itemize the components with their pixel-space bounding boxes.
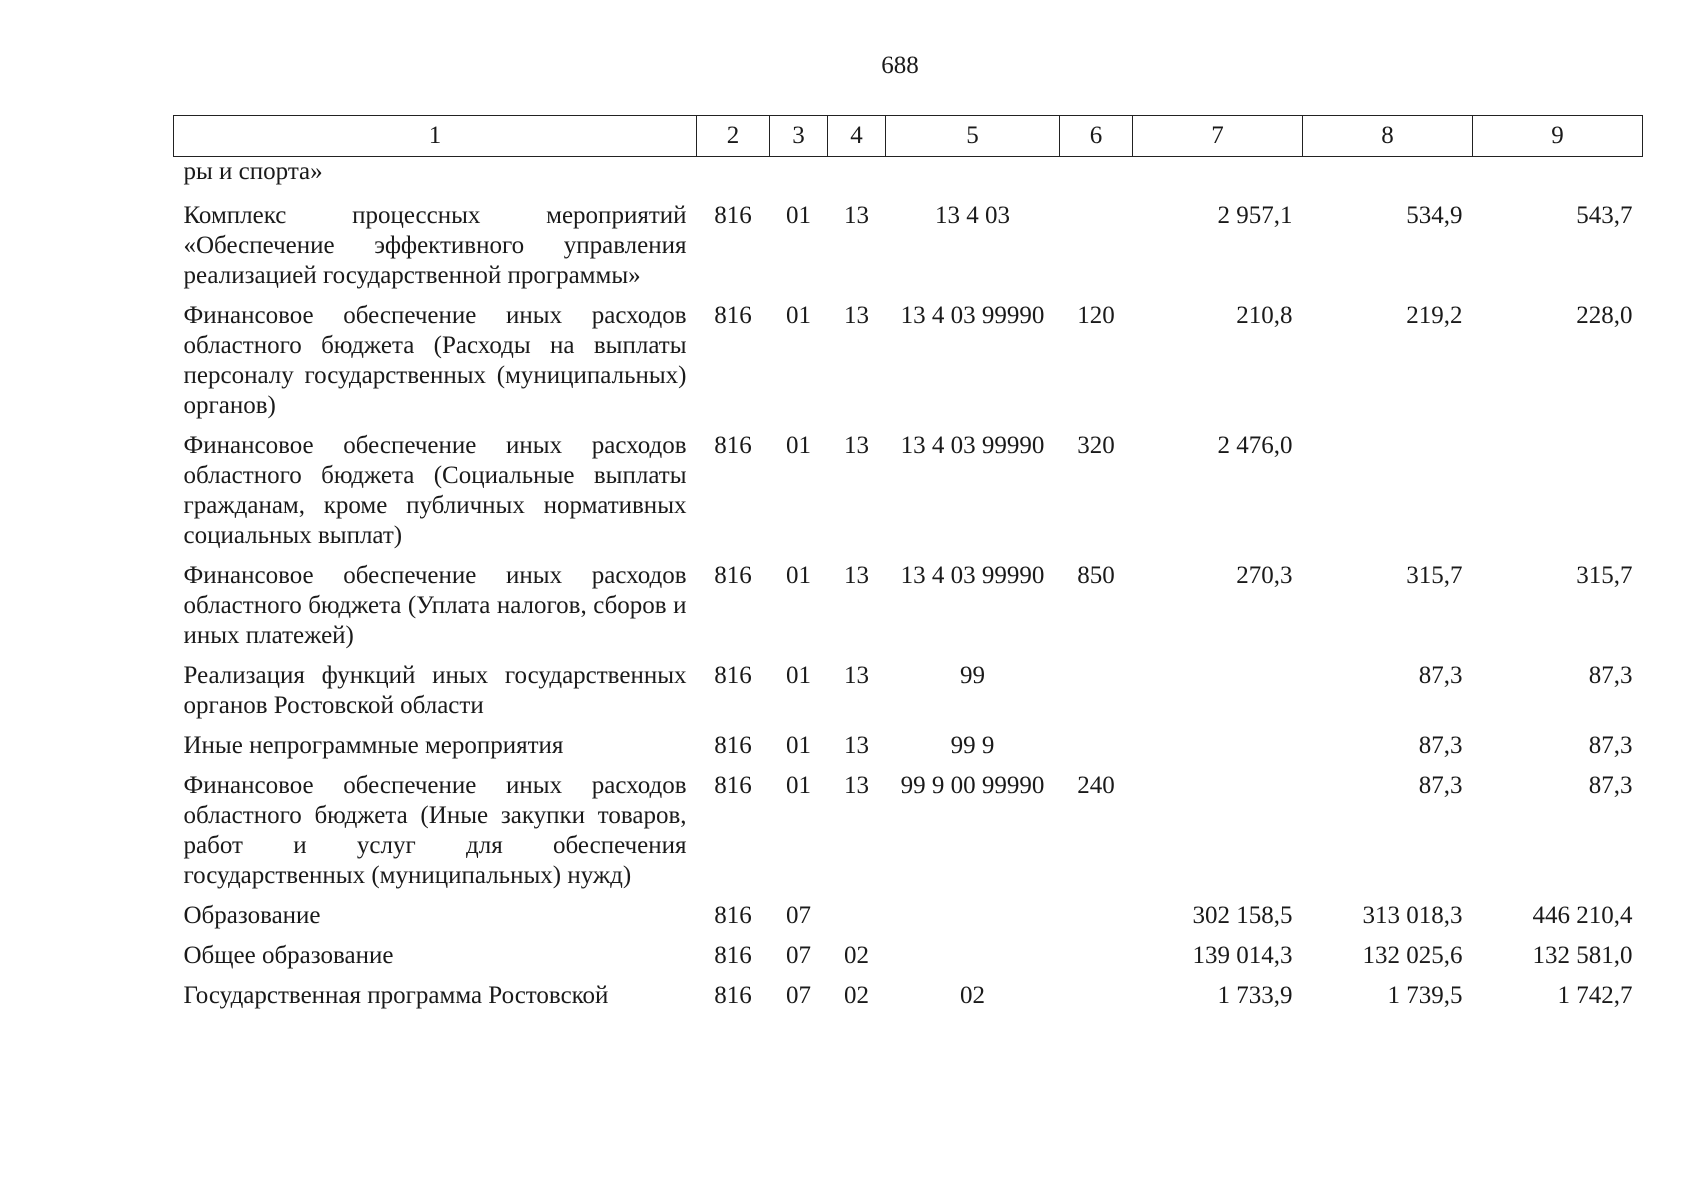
cell-ministry-code: 816 (714, 202, 752, 229)
cell-expense-type (1060, 901, 1133, 941)
cell-subsection: 13 (844, 432, 869, 459)
cell-amount-year-1: 210,8 (1236, 302, 1293, 329)
cell-section (770, 157, 828, 202)
table-row (174, 431, 1643, 561)
header-col-4: 4 (828, 116, 886, 157)
cell-ministry-code: 816 (714, 562, 752, 589)
cell-subsection: 13 (844, 562, 869, 589)
cell-amount-year-2: 315,7 (1406, 562, 1463, 589)
cell-expense-type (1060, 661, 1133, 731)
cell-subsection: 13 (844, 772, 869, 799)
cell-subsection: 02 (844, 942, 869, 969)
header-col-1: 1 (174, 116, 697, 157)
cell-section: 07 (786, 902, 811, 929)
row-name: Финансовое обеспечение иных расходов областного бюджета (Социальные выплаты гражданам, кроме публичных нормативных социальных выплат) (183, 432, 687, 549)
cell-target-article (886, 901, 1060, 941)
cell-target-article: 13 4 03 99990 (900, 302, 1045, 329)
cell-amount-year-2: 313 018,3 (1362, 902, 1463, 929)
header-col-6: 6 (1060, 116, 1133, 157)
cell-subsection: 13 (844, 662, 869, 689)
cell-ministry-code: 816 (714, 982, 752, 1009)
cell-target-article: 99 (960, 662, 985, 689)
cell-ministry-code: 816 (714, 772, 752, 799)
cell-amount-year-2: 87,3 (1418, 772, 1463, 799)
cell-amount-year-2: 219,2 (1406, 302, 1463, 329)
cell-subsection: 13 (844, 732, 869, 759)
cell-ministry-code: 816 (714, 942, 752, 969)
cell-amount-year-3: 446 210,4 (1532, 902, 1633, 929)
table-row (174, 561, 1643, 661)
cell-amount-year-2: 534,9 (1406, 202, 1463, 229)
row-name: Общее образование (183, 942, 394, 969)
page-number: 688 (881, 52, 919, 79)
cell-amount-year-1: 139 014,3 (1192, 942, 1293, 969)
header-col-5: 5 (886, 116, 1060, 157)
table-row (174, 661, 1643, 731)
cell-amount-year-1: 2 476,0 (1217, 432, 1293, 459)
cell-section: 01 (786, 772, 811, 799)
cell-target-article: 13 4 03 (935, 202, 1010, 229)
row-name: Иные непрограммные мероприятия (183, 732, 564, 759)
cell-target-article: 99 9 (950, 732, 995, 759)
cell-amount-year-1 (1133, 771, 1303, 901)
header-col-8: 8 (1303, 116, 1473, 157)
header-row (174, 116, 1643, 157)
cell-section: 01 (786, 202, 811, 229)
table-row (174, 201, 1643, 301)
cell-expense-type: 120 (1077, 302, 1115, 329)
cell-amount-year-2: 87,3 (1418, 662, 1463, 689)
cell-amount-year-3: 87,3 (1588, 662, 1633, 689)
cell-amount-year-2: 132 025,6 (1362, 942, 1463, 969)
cell-subsection: 02 (844, 982, 869, 1009)
row-name: Образование (183, 902, 321, 929)
cell-amount-year-3: 132 581,0 (1532, 942, 1633, 969)
cell-subsection: 13 (844, 202, 869, 229)
cell-expense-type (1060, 731, 1133, 771)
header-col-9: 9 (1473, 116, 1643, 157)
row-name: Финансовое обеспечение иных расходов областного бюджета (Уплата налогов, сборов и иных платежей) (183, 562, 687, 649)
cell-amount-year-3: 87,3 (1588, 772, 1633, 799)
cell-amount-year-1: 2 957,1 (1217, 202, 1293, 229)
cell-expense-type (1060, 201, 1133, 301)
cell-section: 01 (786, 732, 811, 759)
cell-amount-year-1 (1133, 731, 1303, 771)
cell-expense-type (1060, 157, 1133, 202)
cell-target-article: 02 (960, 982, 985, 1009)
cell-ministry-code (697, 157, 770, 202)
table-row (174, 731, 1643, 771)
cell-target-article (886, 941, 1060, 981)
cell-expense-type (1060, 941, 1133, 981)
cell-amount-year-3: 87,3 (1588, 732, 1633, 759)
table-row (174, 301, 1643, 431)
table-row (174, 941, 1643, 981)
cell-amount-year-2: 1 739,5 (1387, 982, 1463, 1009)
cell-amount-year-1: 1 733,9 (1217, 982, 1293, 1009)
cell-section: 01 (786, 662, 811, 689)
cell-expense-type: 240 (1077, 772, 1115, 799)
cell-expense-type (1060, 981, 1133, 1021)
cell-expense-type: 320 (1077, 432, 1115, 459)
cell-ministry-code: 816 (714, 432, 752, 459)
cell-section: 01 (786, 302, 811, 329)
cell-expense-type: 850 (1077, 562, 1115, 589)
header-col-7: 7 (1133, 116, 1303, 157)
cell-section: 07 (786, 982, 811, 1009)
row-name: Реализация функций иных государственных органов Ростовской области (183, 662, 687, 719)
table-row (174, 981, 1643, 1021)
table-row (174, 157, 1643, 202)
row-name: Финансовое обеспечение иных расходов областного бюджета (Иные закупки товаров, работ и услуг для обеспечения государственных (муниципальных) нужд) (183, 772, 687, 889)
cell-amount-year-3: 315,7 (1576, 562, 1633, 589)
cell-ministry-code: 816 (714, 662, 752, 689)
cell-ministry-code: 816 (714, 902, 752, 929)
cell-subsection (828, 157, 886, 202)
cell-subsection: 13 (844, 302, 869, 329)
cell-amount-year-3 (1473, 431, 1643, 561)
cell-amount-year-2 (1303, 431, 1473, 561)
cell-section: 07 (786, 942, 811, 969)
cell-amount-year-1 (1133, 157, 1303, 202)
cell-amount-year-3 (1473, 157, 1643, 202)
cell-ministry-code: 816 (714, 302, 752, 329)
header-col-2: 2 (697, 116, 770, 157)
table-row (174, 771, 1643, 901)
header-col-3: 3 (770, 116, 828, 157)
cell-ministry-code: 816 (714, 732, 752, 759)
cell-section: 01 (786, 562, 811, 589)
cell-target-article: 13 4 03 99990 (900, 562, 1045, 589)
cell-target-article: 99 9 00 99990 (900, 772, 1045, 799)
table-row (174, 901, 1643, 941)
cell-subsection (828, 901, 886, 941)
budget-table (173, 115, 1643, 1021)
cell-amount-year-3: 543,7 (1576, 202, 1633, 229)
row-name: ры и спорта» (183, 158, 323, 185)
cell-amount-year-1: 302 158,5 (1192, 902, 1293, 929)
cell-section: 01 (786, 432, 811, 459)
cell-amount-year-3: 1 742,7 (1557, 982, 1633, 1009)
row-name: Комплекс процессных мероприятий «Обеспечение эффективного управления реализацией государственной программы» (183, 202, 687, 289)
row-name: Государственная программа Ростовской (183, 982, 609, 1009)
cell-amount-year-3: 228,0 (1576, 302, 1633, 329)
cell-amount-year-1: 270,3 (1236, 562, 1293, 589)
cell-amount-year-2: 87,3 (1418, 732, 1463, 759)
cell-amount-year-1 (1133, 661, 1303, 731)
cell-target-article (886, 157, 1060, 202)
row-name: Финансовое обеспечение иных расходов областного бюджета (Расходы на выплаты персоналу государственных (муниципальных) органов) (183, 302, 687, 419)
cell-amount-year-2 (1303, 157, 1473, 202)
cell-target-article: 13 4 03 99990 (900, 432, 1045, 459)
